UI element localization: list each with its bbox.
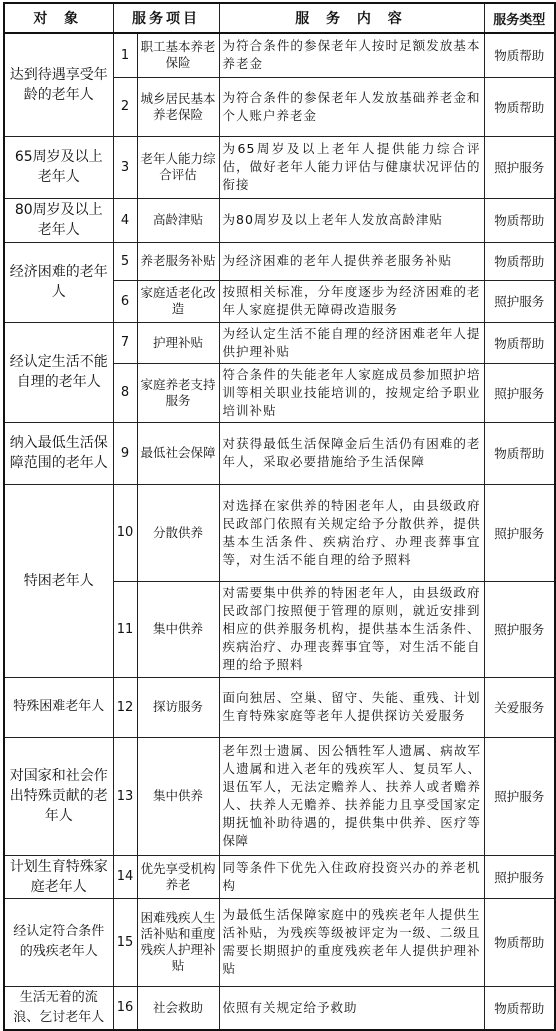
service-type: 照护服务 [484,484,555,581]
header-target: 对 象 [4,3,113,33]
service-type: 物质帮助 [484,422,555,484]
item-number: 16 [113,986,137,1030]
service-type: 照护服务 [484,280,555,322]
item-number: 4 [113,198,137,242]
service-content: 对选择在家供养的特困老年人，由县级政府民政部门依照有关规定给予分散供养，提供基本生活条件、疾病治疗、办理丧葬事宜等，对生活不能自理的给予照料 [219,484,484,581]
target-cell: 经济困难的老年人 [4,242,113,322]
table-row [4,855,555,898]
service-content: 符合条件的失能老年人家庭成员参加照护培训等相关职业技能培训的，按规定给予职业培训补贴 [219,363,484,422]
service-item: 护理补贴 [137,322,219,363]
item-number: 12 [113,677,137,737]
service-content: 为最低生活保障家庭中的残疾老年人提供生活补贴，为残疾等级被评定为一级、二级且需要长期照护的重度残疾老年人提供护理补贴 [219,898,484,986]
item-number: 5 [113,242,137,280]
target-cell: 纳入最低生活保障范围的老年人 [4,422,113,484]
table-row [4,322,555,363]
service-item: 养老服务补贴 [137,242,219,280]
target-cell: 80周岁及以上老年人 [4,198,113,242]
item-number: 3 [113,136,137,198]
table-row [4,677,555,737]
service-type: 照护服务 [484,737,555,855]
item-number: 2 [113,77,137,136]
table-row [4,136,555,198]
service-type: 照护服务 [484,855,555,898]
target-cell: 对国家和社会作出特殊贡献的老年人 [4,737,113,855]
header-row [4,3,555,33]
service-item: 探访服务 [137,677,219,737]
service-type: 照护服务 [484,136,555,198]
table-row [4,198,555,242]
service-item: 老年人能力综合评估 [137,136,219,198]
target-cell: 经认定生活不能自理的老年人 [4,322,113,422]
service-item: 社会救助 [137,986,219,1030]
service-type: 物质帮助 [484,898,555,986]
elderly-services-table [3,2,556,1031]
item-number: 11 [113,581,137,677]
service-content: 对需要集中供养的特困老年人，由县级政府民政部门按照便于管理的原则，就近安排到相应的供养服务机构，提供基本生活条件、疾病治疗、办理丧葬事宜等，对生活不能自理的给予照料 [219,581,484,677]
header-type: 服务类型 [484,3,555,33]
service-item: 分散供养 [137,484,219,581]
service-type: 物质帮助 [484,322,555,363]
service-type: 物质帮助 [484,986,555,1030]
item-number: 9 [113,422,137,484]
target-cell: 65周岁及以上老年人 [4,136,113,198]
table-row [4,33,555,77]
service-type: 物质帮助 [484,77,555,136]
service-content: 依照有关规定给予救助 [219,986,484,1030]
service-content: 为65周岁及以上老年人提供能力综合评估，做好老年人能力评估与健康状况评估的衔接 [219,136,484,198]
item-number: 1 [113,33,137,77]
service-content: 同等条件下优先入住政府投资兴办的养老机构 [219,855,484,898]
service-content: 按照相关标准，分年度逐步为经济困难的老年人家庭提供无障碍改造服务 [219,280,484,322]
service-type: 照护服务 [484,581,555,677]
service-type: 关爱服务 [484,677,555,737]
target-cell: 计划生育特殊家庭老年人 [4,855,113,898]
item-number: 7 [113,322,137,363]
service-content: 对获得最低生活保障金后生活仍有困难的老年人，采取必要措施给予生活保障 [219,422,484,484]
service-type: 物质帮助 [484,33,555,77]
table-row [4,242,555,280]
item-number: 13 [113,737,137,855]
target-cell: 特困老年人 [4,484,113,677]
service-type: 照护服务 [484,363,555,422]
header-content: 服 务 内 容 [219,3,484,33]
table-row [4,422,555,484]
service-content: 为经认定生活不能自理的经济困难老年人提供护理补贴 [219,322,484,363]
item-number: 6 [113,280,137,322]
service-content: 为80周岁及以上老年人发放高龄津贴 [219,198,484,242]
target-cell: 生活无着的流浪、乞讨老年人 [4,986,113,1030]
service-item: 最低社会保障 [137,422,219,484]
service-type: 物质帮助 [484,198,555,242]
service-content: 为经济困难的老年人提供养老服务补贴 [219,242,484,280]
service-item: 家庭养老支持服务 [137,363,219,422]
item-number: 8 [113,363,137,422]
service-item: 家庭适老化改造 [137,280,219,322]
service-content: 为符合条件的参保老年人发放基础养老金和个人账户养老金 [219,77,484,136]
table-row [4,898,555,986]
table-row [4,737,555,855]
service-item: 集中供养 [137,581,219,677]
item-number: 14 [113,855,137,898]
service-content: 老年烈士遗属、因公牺牲军人遗属、病故军人遗属和进入老年的残疾军人、复员军人、退伍军人，无法定赡养人、扶养人或者赡养人、扶养人无赡养、扶养能力且享受国家定期抚恤补助待遇的，提供集中供养、医疗等保障 [219,737,484,855]
item-number: 10 [113,484,137,581]
target-cell: 达到待遇享受年龄的老年人 [4,33,113,136]
item-number: 15 [113,898,137,986]
table-row [4,484,555,581]
service-item: 集中供养 [137,737,219,855]
target-cell: 特殊困难老年人 [4,677,113,737]
header-item: 服务项目 [113,3,219,33]
service-item: 高龄津贴 [137,198,219,242]
service-item: 困难残疾人生活补贴和重度残疾人护理补贴 [137,898,219,986]
service-content: 面向独居、空巢、留守、失能、重残、计划生育特殊家庭等老年人提供探访关爱服务 [219,677,484,737]
service-content: 为符合条件的参保老年人按时足额发放基本养老金 [219,33,484,77]
table-row [4,986,555,1030]
service-item: 城乡居民基本养老保险 [137,77,219,136]
target-cell: 经认定符合条件的残疾老年人 [4,898,113,986]
service-type: 物质帮助 [484,242,555,280]
service-item: 职工基本养老保险 [137,33,219,77]
service-item: 优先享受机构养老 [137,855,219,898]
